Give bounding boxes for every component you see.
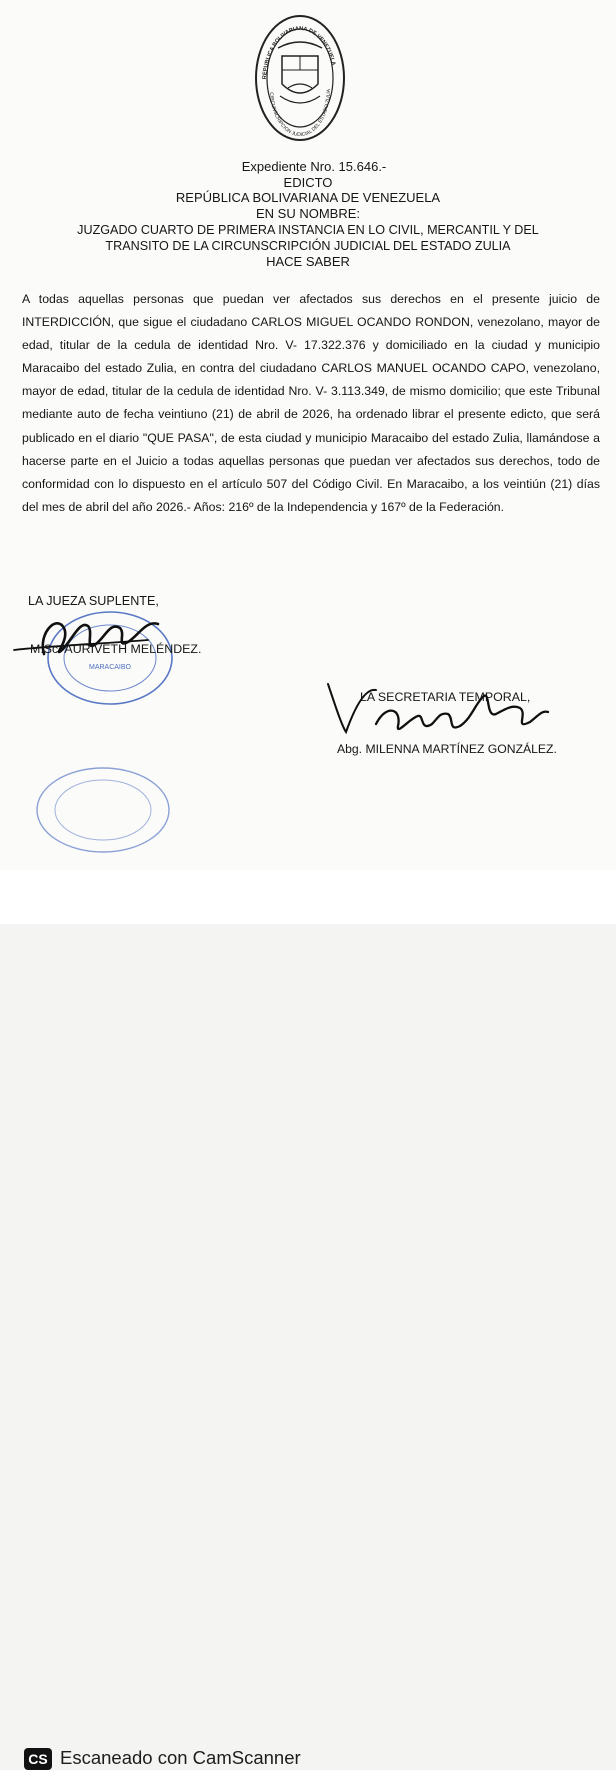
court-name-line1: JUZGADO CUARTO DE PRIMERA INSTANCIA EN LO CIVIL, MERCANTIL Y DEL: [77, 223, 539, 237]
coat-of-arms-seal: [252, 12, 348, 144]
judge-title: LA JUEZA SUPLENTE,: [28, 594, 159, 608]
edict-body-paragraph: A todas aquellas personas que puedan ver afectados sus derechos en el presente juicio de INTERDICCIÓN, que sigue el ciudadano CARLOS MIGUEL OCANDO RONDON, venezolano, mayor de edad, titular de la cedula de identidad Nro. V- 17.322.376 y domiciliado en la ciudad y municipio Maracaibo del estado Zulia, en contra del ciudadano CARLOS MANUEL OCANDO CAPO, venezolano, mayor de edad, titular de la cedula de identidad Nro. V- 3.113.349, de mismo domicilio; que este Tribunal mediante auto de fecha veintiuno (21) de abril de 2026, ha ordenado librar el presente edicto, que será publicado en el diario "QUE PASA", de esta ciudad y municipio Maracaibo del estado Zulia, llamándose a hacerse parte en el Juicio a todas aquellas personas que puedan ver afectados sus derechos, todo de conformidad con lo dispuesto en el artículo 507 del Código Civil. En Maracaibo, a los veintiún (21) días del mes de abril del año 2026.- Años: 216º de la Independencia y 167º de la Federación.: [22, 292, 600, 514]
case-number: Expediente Nro. 15.646.-: [241, 159, 387, 174]
svg-text:CIRCUNSCRIPCION JUDICIAL DEL E: CIRCUNSCRIPCION JUDICIAL DEL ESTADO ZULIA: [268, 88, 333, 139]
republic-name: REPÚBLICA BOLIVARIANA DE VENEZUELA: [175, 190, 441, 205]
svg-text:REPUBLICA BOLIVARIANA DE VENEZ: REPUBLICA BOLIVARIANA DE VENEZUELA: [262, 25, 337, 80]
scanner-footer: [0, 870, 616, 1768]
svg-text:MARACAIBO: MARACAIBO: [88, 664, 132, 671]
judge-name: M.Sc. AURIVETH MELÉNDEZ.: [30, 642, 202, 656]
in-its-name: EN SU NOMBRE:: [255, 206, 360, 221]
secretary-name: Abg. MILENNA MARTÍNEZ GONZÁLEZ.: [337, 742, 557, 756]
hace-saber-heading: HACE SABER: [266, 254, 350, 269]
document-page: [0, 0, 616, 870]
court-stamp-faint: [28, 762, 178, 858]
court-name-line2: TRANSITO DE LA CIRCUNSCRIPCIÓN JUDICIAL DEL ESTADO ZULIA: [105, 239, 511, 253]
secretary-title: LA SECRETARIA TEMPORAL,: [360, 690, 531, 704]
judge-signature: [8, 600, 176, 672]
edict-title: EDICTO: [283, 175, 333, 190]
camscanner-watermark: Escaneado con CamScanner: [60, 1747, 301, 1768]
camscanner-logo-icon: CS: [24, 1748, 52, 1770]
